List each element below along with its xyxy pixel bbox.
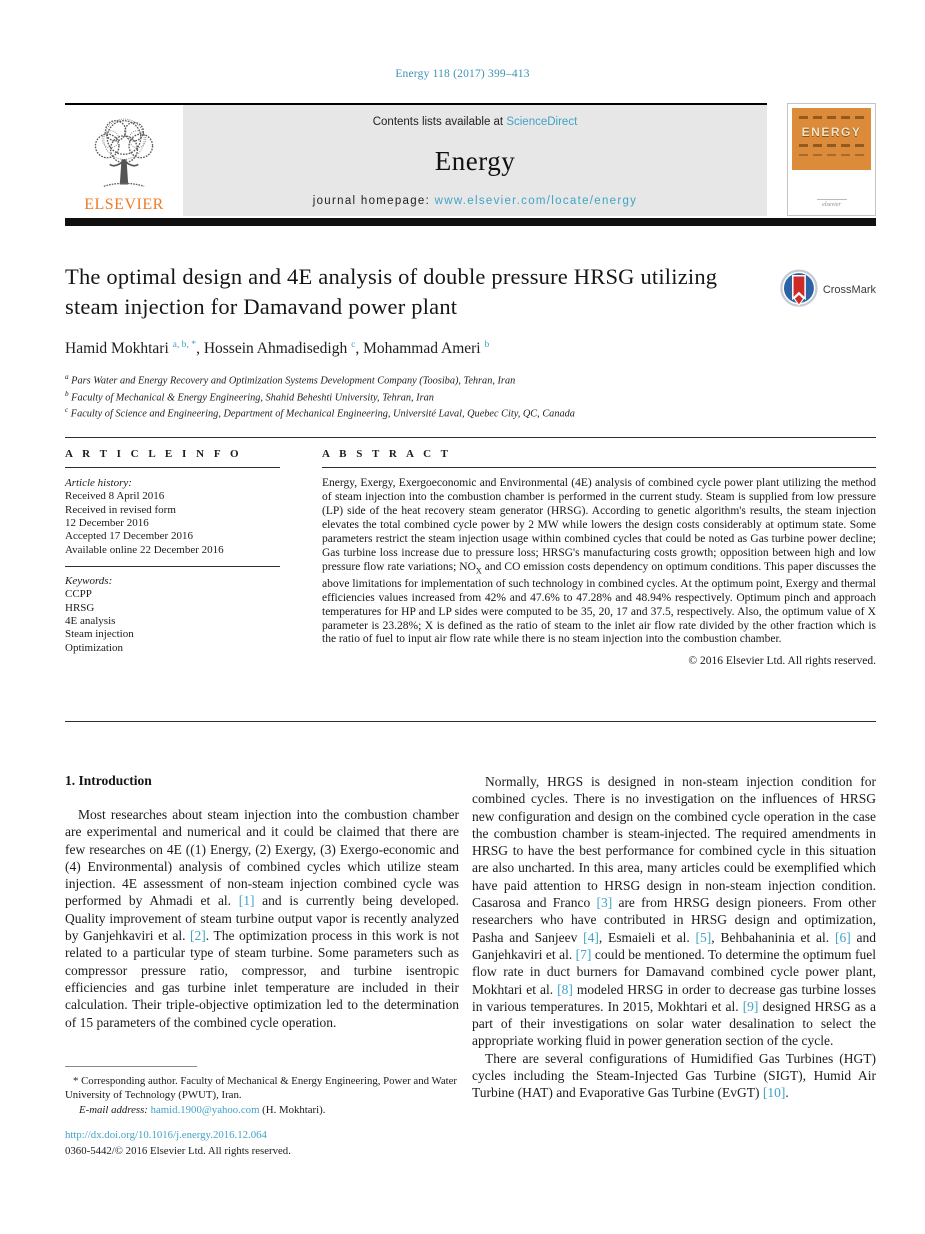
citation-link[interactable]: [8] <box>557 981 573 997</box>
crossmark-label: CrossMark <box>822 284 876 296</box>
affiliations <box>65 371 876 421</box>
affiliation-text: Pars Water and Energy Recovery and Optimization Systems Development Company (Toosiba), Tehran, Iran <box>68 375 516 387</box>
homepage-line <box>313 195 638 207</box>
elsevier-tree-icon <box>81 114 167 198</box>
author-name: , Mohammad Ameri <box>355 340 485 358</box>
citation-link[interactable]: [1] <box>238 893 255 909</box>
header-band <box>183 105 767 216</box>
history-line: Received in revised form <box>65 503 176 516</box>
history-line: Received 8 April 2016 <box>65 490 165 503</box>
author-name: Hamid Mokhtari <box>65 340 173 358</box>
citation-link[interactable]: [6] <box>834 929 851 945</box>
citation-link[interactable]: [9] <box>742 998 759 1014</box>
sciencedirect-link[interactable]: ScienceDirect <box>506 116 578 128</box>
citation-link[interactable]: [5] <box>695 929 712 945</box>
author-name: , Hossein Ahmadisedigh <box>196 340 352 358</box>
intro-paragraph: There are several configurations of Humidified Gas Turbines (HGT) cycles including the Steam-Injected Gas Turbine (SIGT), Humid Air Turbine (HAT) and Evaporative Gas Turbine (EvGT) [10]. <box>472 1050 876 1101</box>
crossmark-icon <box>780 268 819 312</box>
cover-title: ENERGY <box>801 125 862 139</box>
abstract-copyright: © 2016 Elsevier Ltd. All rights reserved. <box>688 655 876 668</box>
body-columns <box>65 773 876 1102</box>
cover-stripe-top <box>799 116 864 119</box>
elsevier-logo <box>65 105 183 216</box>
homepage-prefix: journal homepage: <box>312 195 435 207</box>
journal-citation: Energy 118 (2017) 399–413 <box>395 68 530 80</box>
cover-stripe-bottom <box>799 144 864 147</box>
author-superscript: b <box>484 339 490 350</box>
affiliation-line <box>65 404 876 421</box>
footer-block <box>65 1128 465 1159</box>
affiliation-line <box>65 388 876 405</box>
cover-footer <box>788 199 875 208</box>
body-column-right <box>472 773 876 1102</box>
affiliation-superscript: b <box>65 389 69 398</box>
citation-link[interactable]: [7] <box>575 946 592 962</box>
abstract-rule <box>322 467 876 468</box>
paper-title <box>65 262 876 322</box>
intro-paragraph: Normally, HRGS is designed in non-steam injection condition for combined cycles. There is no investigation on the influences of HRSG new configuration and design on the combined cycle operation in the case the combustion chamber is steam-injected. The required amendments in HRSG to have the best performance for combined cycle in this situation are also uncharted. In this area, many articles could be exemplified which have paid attention to HRSG design in non-steam injection condition. Casarosa and Franco [3] are from HRSG design pioneers. From other researchers who have contributed in HRSG design and optimization, Pasha and Sanjeev [4], Esmaieli et al. [5], Behbahaninia et al. [6] and Ganjehkaviri et al. [7] could be mentioned. To determine the optimum fuel flow rate in duct burners for Damavand combined cycle power plant, Mokhtari et al. [8] modeled HRSG in order to decrease gas turbine losses in various temperatures. In 2015, Mokhtari et al. [9] designed HRSG as a part of their investigations on solar water desalination to select the appropriate working fluid in power generation section of the cycle. <box>472 774 876 1049</box>
title-block <box>65 262 876 421</box>
keyword: HRSG <box>65 601 95 614</box>
article-history <box>65 477 280 655</box>
article-info-column <box>65 438 280 721</box>
journal-cover-thumbnail[interactable] <box>787 103 876 216</box>
authors-line <box>65 339 876 358</box>
crossmark-badge[interactable] <box>780 268 876 312</box>
history-line: Accepted 17 December 2016 <box>65 530 193 543</box>
info-abstract-section <box>65 437 876 722</box>
keyword: Optimization <box>65 641 124 654</box>
article-info-heading: A R T I C L E I N F O <box>65 448 243 460</box>
doi-link[interactable]: http://dx.doi.org/10.1016/j.energy.2016.12.064 <box>65 1129 267 1141</box>
keyword: CCPP <box>65 588 92 601</box>
affiliation-line <box>65 371 876 388</box>
abstract-column <box>322 438 876 721</box>
keywords-label: Keywords: <box>65 575 113 588</box>
section-heading-introduction: 1. Introduction <box>65 773 152 788</box>
journal-title: Energy <box>434 146 516 176</box>
paper-title-line-1: The optimal design and 4E analysis of double pressure HRSG utilizing <box>65 264 718 289</box>
citation-link[interactable]: [4] <box>583 929 599 945</box>
affiliation-superscript: c <box>65 406 69 415</box>
keywords-rule <box>65 566 280 567</box>
homepage-link[interactable]: www.elsevier.com/locate/energy <box>434 195 638 207</box>
keyword: Steam injection <box>65 628 134 641</box>
cover-stripe-extra <box>799 154 864 156</box>
affiliation-superscript: a <box>65 373 69 382</box>
citation-link[interactable]: hamid.1900@yahoo.com <box>150 1103 260 1116</box>
article-history-label: Article history: <box>65 477 132 490</box>
cover-footer-text: elsevier <box>822 202 841 208</box>
footnote <box>65 1066 460 1117</box>
abstract-heading: A B S T R A C T <box>322 448 452 460</box>
issn-copyright-line: 0360-5442/© 2016 Elsevier Ltd. All rights reserved. <box>65 1144 291 1157</box>
citation-link[interactable]: [10] <box>762 1085 786 1101</box>
contents-line <box>373 116 578 128</box>
paper-title-line-2: steam injection for Damavand power plant <box>65 294 458 319</box>
author-superscript: a, b, * <box>172 339 197 350</box>
journal-header <box>65 103 767 216</box>
header-thick-divider <box>65 218 876 226</box>
body-column-left <box>65 773 459 1102</box>
citation-link[interactable]: [3] <box>596 895 613 911</box>
intro-paragraph: Most researches about steam injection into the combustion chamber are experimental and numerical and it could be claimed that there are few researches on 4E ((1) Energy, (2) Exergy, (3) Exergo-economic and (4) Environmental) analysis of combined cycles which utilize steam injection. 4E assessment of non-steam injection combined cycle was performed by Ahmadi et al. [1] and is currently being developed. Quality improvement of steam turbine output vapor is recently analyzed by Ganjehkaviri et al. [2]. The optimization process in this work is not related to a particular type of steam turbine. Some parameters such as compressor pressure ratio, compressor, and turbine isentropic efficiencies and gas turbine inlet temperature are included in their calculation. Their triple-objective optimization led to the determination of 15 parameters of the combined cycle operation. <box>65 807 459 1030</box>
elsevier-wordmark: ELSEVIER <box>84 196 164 213</box>
footnote-rule <box>65 1066 197 1067</box>
affiliation-text: Faculty of Mechanical & Energy Engineering, Shahid Beheshti University, Tehran, Iran <box>68 392 434 404</box>
history-line: Available online 22 December 2016 <box>65 543 224 556</box>
keyword: 4E analysis <box>65 615 116 628</box>
affiliation-text: Faculty of Science and Engineering, Department of Mechanical Engineering, Université Laval, Quebec City, QC, Canada <box>68 408 575 420</box>
corresponding-author-note: * Corresponding author. Faculty of Mechanical & Energy Engineering, Power and Water University of Technology (PWUT), Iran. <box>65 1075 458 1102</box>
abstract-text: Energy, Exergy, Exergoeconomic and Environmental (4E) analysis of combined cycle power plant utilizing the method of steam injection into the combustion chamber is performed in the current study. Steam is supplied from low pressure (LP) side of the heat recovery steam generator (HRSG). According to genetic algorithm's results, the steam injection elevates the total combined cycle power by 2 MW while lowers the design costs considerably at optimum state. Some parameters restrict the steam injection usage within combined cycles that could be noted as Gas turbine power decline; Gas turbine loss increase due to pressure loss; HRSG's manufacturing costs growth; opposition between high and low pressure flow rate variations; $NO_X$ and CO emission costs dependency on optimum conditions. This paper discusses the above limitations for implementation of such technology in combined cycles. At the optimum point, Exergy and thermal efficiencies values increased from 42% and 47.6% to 47.28% and 48.94% respectively. Optimum pinch and approach temperatures for HP and LP sides were computed to be 35, 20, 17 and 37.5, respectively. Also, the optimum value of X parameter is 23.28%; X is defined as the ratio of steam to the inlet air flow rate divided by the other fraction which is the ratio of fuel to input air flow rate while there is no steam injection into the combustion chamber. <box>322 477 876 646</box>
author-superscript: c <box>351 339 356 350</box>
email-note: E-mail address: hamid.1900@yahoo.com (H. Mokhtari). <box>79 1103 326 1116</box>
contents-prefix: Contents lists available at <box>372 116 507 128</box>
cover-art <box>792 108 871 170</box>
article-info-rule <box>65 467 280 468</box>
cover-footer-line <box>817 199 847 200</box>
citation-link[interactable]: [2] <box>190 928 206 944</box>
history-line: 12 December 2016 <box>65 517 149 530</box>
